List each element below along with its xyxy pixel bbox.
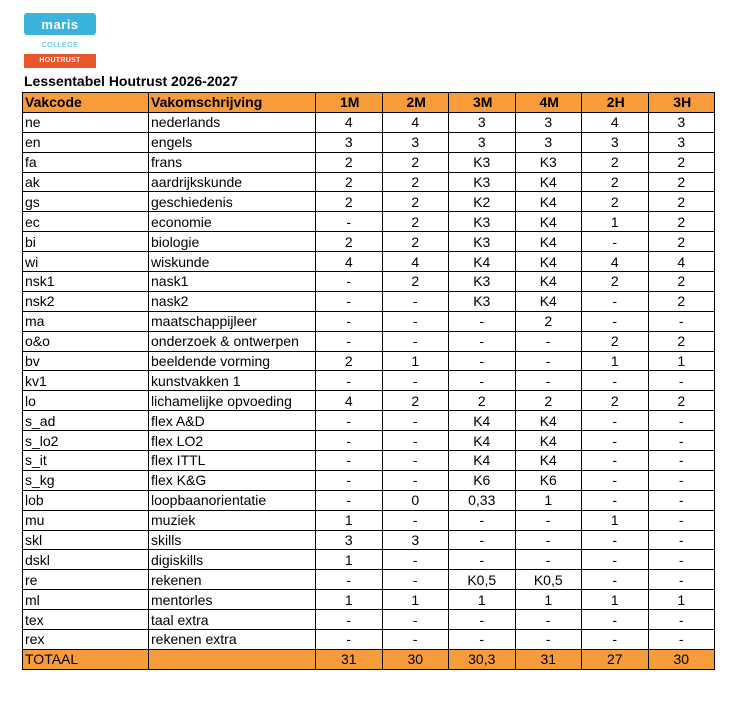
hours-cell: - [382, 451, 449, 471]
hours-cell: 3 [648, 112, 715, 132]
total-cell: 30 [382, 649, 449, 669]
vakomschrijving-cell: aardrijkskunde [149, 172, 316, 192]
hours-cell: 2 [316, 232, 383, 252]
vakomschrijving-cell: frans [149, 152, 316, 172]
hours-cell: - [582, 490, 649, 510]
hours-cell: - [582, 371, 649, 391]
hours-cell: - [515, 550, 582, 570]
vakomschrijving-cell: geschiedenis [149, 192, 316, 212]
hours-cell: 2 [316, 172, 383, 192]
vakomschrijving-cell: digiskills [149, 550, 316, 570]
hours-cell: - [382, 570, 449, 590]
hours-cell: 2 [449, 391, 516, 411]
hours-cell: 1 [648, 590, 715, 610]
hours-cell: K0,5 [449, 570, 516, 590]
vakcode-cell: kv1 [23, 371, 149, 391]
hours-cell: 2 [648, 172, 715, 192]
hours-cell: K4 [449, 451, 516, 471]
hours-cell: K4 [515, 172, 582, 192]
header-3m: 3M [449, 93, 516, 113]
vakcode-cell: rex [23, 630, 149, 650]
header-vakomschrijving: Vakomschrijving [149, 93, 316, 113]
vakomschrijving-cell: loopbaanorientatie [149, 490, 316, 510]
hours-cell: 2 [648, 152, 715, 172]
hours-cell: 3 [648, 132, 715, 152]
vakomschrijving-cell: economie [149, 212, 316, 232]
hours-cell: 0 [382, 490, 449, 510]
hours-cell: K3 [449, 152, 516, 172]
hours-cell: - [316, 212, 383, 232]
hours-cell: 4 [382, 112, 449, 132]
hours-cell: - [582, 411, 649, 431]
hours-cell: 2 [648, 291, 715, 311]
hours-cell: - [316, 470, 383, 490]
vakcode-cell: bv [23, 351, 149, 371]
hours-cell: - [382, 371, 449, 391]
vakcode-cell: mu [23, 510, 149, 530]
hours-cell: 3 [382, 530, 449, 550]
hours-cell: 1 [515, 490, 582, 510]
hours-cell: - [515, 331, 582, 351]
table-row [23, 630, 715, 650]
table-row [23, 252, 715, 272]
hours-cell: - [515, 610, 582, 630]
hours-cell: - [582, 550, 649, 570]
table-row [23, 172, 715, 192]
hours-cell: - [316, 371, 383, 391]
hours-cell: 2 [582, 272, 649, 292]
vakomschrijving-cell: engels [149, 132, 316, 152]
vakomschrijving-cell: taal extra [149, 610, 316, 630]
hours-cell: 2 [648, 391, 715, 411]
hours-cell: 4 [316, 391, 383, 411]
hours-cell: 2 [515, 311, 582, 331]
hours-cell: 2 [648, 212, 715, 232]
vakcode-cell: skl [23, 530, 149, 550]
hours-cell: - [316, 311, 383, 331]
hours-cell: 4 [582, 252, 649, 272]
vakomschrijving-cell: nask2 [149, 291, 316, 311]
table-row [23, 570, 715, 590]
hours-cell: - [449, 331, 516, 351]
vakomschrijving-cell: wiskunde [149, 252, 316, 272]
table-row [23, 590, 715, 610]
hours-cell: K4 [449, 411, 516, 431]
total-cell [149, 649, 316, 669]
vakomschrijving-cell: maatschappijleer [149, 311, 316, 331]
hours-cell: K4 [515, 431, 582, 451]
table-row [23, 112, 715, 132]
table-row [23, 132, 715, 152]
maris-college-logo [24, 13, 96, 68]
hours-cell: - [382, 311, 449, 331]
hours-cell: - [316, 451, 383, 471]
hours-cell: - [648, 530, 715, 550]
vakomschrijving-cell: biologie [149, 232, 316, 252]
table-row [23, 530, 715, 550]
table-row [23, 391, 715, 411]
hours-cell: - [382, 550, 449, 570]
total-cell: 30 [648, 649, 715, 669]
vakomschrijving-cell: flex LO2 [149, 431, 316, 451]
table-row [23, 331, 715, 351]
hours-cell: - [449, 610, 516, 630]
hours-cell: - [582, 291, 649, 311]
hours-cell: - [648, 610, 715, 630]
vakcode-cell: en [23, 132, 149, 152]
total-row [23, 649, 715, 669]
vakomschrijving-cell: muziek [149, 510, 316, 530]
vakomschrijving-cell: beeldende vorming [149, 351, 316, 371]
hours-cell: K3 [449, 272, 516, 292]
total-cell: 27 [582, 649, 649, 669]
vakomschrijving-cell: flex K&G [149, 470, 316, 490]
vakcode-cell: lob [23, 490, 149, 510]
hours-cell: - [648, 311, 715, 331]
hours-cell: 2 [382, 391, 449, 411]
table-row [23, 371, 715, 391]
hours-cell: - [582, 610, 649, 630]
hours-cell: K4 [449, 252, 516, 272]
hours-cell: 2 [382, 172, 449, 192]
vakomschrijving-cell: rekenen extra [149, 630, 316, 650]
hours-cell: 1 [515, 590, 582, 610]
hours-cell: - [316, 331, 383, 351]
hours-cell: - [449, 371, 516, 391]
hours-cell: 0,33 [449, 490, 516, 510]
hours-cell: - [316, 272, 383, 292]
hours-cell: 1 [582, 590, 649, 610]
table-row [23, 212, 715, 232]
hours-cell: - [582, 570, 649, 590]
hours-cell: - [382, 610, 449, 630]
hours-cell: 3 [316, 132, 383, 152]
table-row [23, 232, 715, 252]
table-row [23, 510, 715, 530]
vakcode-cell: re [23, 570, 149, 590]
hours-cell: - [316, 490, 383, 510]
logo-brand: maris [24, 13, 96, 35]
total-cell: 30,3 [449, 649, 516, 669]
vakcode-cell: ec [23, 212, 149, 232]
hours-cell: - [648, 431, 715, 451]
vakcode-cell: tex [23, 610, 149, 630]
hours-cell: 1 [582, 212, 649, 232]
logo-location: HOUTRUST [24, 54, 96, 68]
hours-cell: 2 [648, 331, 715, 351]
hours-cell: 1 [316, 510, 383, 530]
hours-cell: 1 [648, 351, 715, 371]
hours-cell: - [316, 630, 383, 650]
hours-cell: K4 [515, 192, 582, 212]
hours-cell: 2 [316, 152, 383, 172]
hours-cell: 3 [316, 530, 383, 550]
vakcode-cell: s_it [23, 451, 149, 471]
table-row [23, 152, 715, 172]
table-row [23, 291, 715, 311]
hours-cell: 1 [316, 550, 383, 570]
hours-cell: - [515, 371, 582, 391]
hours-cell: K4 [515, 212, 582, 232]
hours-cell: - [648, 411, 715, 431]
hours-cell: - [582, 232, 649, 252]
header-3h: 3H [648, 93, 715, 113]
logo-sub: COLLEGE [41, 42, 79, 49]
header-4m: 4M [515, 93, 582, 113]
hours-cell: K4 [515, 291, 582, 311]
hours-cell: 4 [582, 112, 649, 132]
hours-cell: 2 [582, 192, 649, 212]
vakcode-cell: gs [23, 192, 149, 212]
vakcode-cell: fa [23, 152, 149, 172]
vakcode-cell: ma [23, 311, 149, 331]
vakcode-cell: s_lo2 [23, 431, 149, 451]
vakomschrijving-cell: lichamelijke opvoeding [149, 391, 316, 411]
hours-cell: - [648, 490, 715, 510]
hours-cell: 4 [382, 252, 449, 272]
hours-cell: - [449, 550, 516, 570]
lessentabel [22, 92, 715, 670]
hours-cell: K4 [515, 411, 582, 431]
hours-cell: K6 [449, 470, 516, 490]
hours-cell: 2 [648, 232, 715, 252]
vakcode-cell: wi [23, 252, 149, 272]
hours-cell: - [582, 630, 649, 650]
hours-cell: - [582, 311, 649, 331]
table-row [23, 192, 715, 212]
hours-cell: 2 [316, 192, 383, 212]
vakomschrijving-cell: onderzoek & ontwerpen [149, 331, 316, 351]
hours-cell: 1 [316, 590, 383, 610]
table-row [23, 272, 715, 292]
hours-cell: - [449, 630, 516, 650]
table-row [23, 411, 715, 431]
hours-cell: 1 [382, 590, 449, 610]
vakomschrijving-cell: mentorles [149, 590, 316, 610]
hours-cell: - [582, 530, 649, 550]
hours-cell: - [648, 550, 715, 570]
vakcode-cell: nsk2 [23, 291, 149, 311]
hours-cell: 2 [382, 212, 449, 232]
hours-cell: - [382, 411, 449, 431]
hours-cell: - [382, 431, 449, 451]
table-row [23, 490, 715, 510]
hours-cell: 4 [316, 252, 383, 272]
header-row [23, 93, 715, 113]
hours-cell: 2 [382, 192, 449, 212]
vakcode-cell: lo [23, 391, 149, 411]
table-row [23, 451, 715, 471]
vakomschrijving-cell: flex A&D [149, 411, 316, 431]
hours-cell: - [382, 470, 449, 490]
hours-cell: - [316, 291, 383, 311]
hours-cell: - [382, 510, 449, 530]
hours-cell: K0,5 [515, 570, 582, 590]
vakomschrijving-cell: skills [149, 530, 316, 550]
hours-cell: 3 [515, 132, 582, 152]
hours-cell: - [648, 510, 715, 530]
header-2h: 2H [582, 93, 649, 113]
hours-cell: 2 [382, 152, 449, 172]
hours-cell: K2 [449, 192, 516, 212]
hours-cell: - [449, 510, 516, 530]
hours-cell: - [582, 451, 649, 471]
table-row [23, 351, 715, 371]
hours-cell: 2 [648, 272, 715, 292]
vakomschrijving-cell: flex ITTL [149, 451, 316, 471]
vakcode-cell: ml [23, 590, 149, 610]
total-cell: 31 [316, 649, 383, 669]
hours-cell: K3 [515, 152, 582, 172]
hours-cell: K4 [515, 252, 582, 272]
vakcode-cell: nsk1 [23, 272, 149, 292]
hours-cell: - [316, 570, 383, 590]
header-1m: 1M [316, 93, 383, 113]
hours-cell: K3 [449, 212, 516, 232]
hours-cell: 1 [449, 590, 516, 610]
hours-cell: - [316, 610, 383, 630]
hours-cell: - [582, 470, 649, 490]
hours-cell: 2 [648, 192, 715, 212]
table-row [23, 431, 715, 451]
hours-cell: 2 [582, 331, 649, 351]
hours-cell: 3 [582, 132, 649, 152]
hours-cell: K3 [449, 232, 516, 252]
vakomschrijving-cell: nask1 [149, 272, 316, 292]
hours-cell: K6 [515, 470, 582, 490]
hours-cell: 3 [382, 132, 449, 152]
vakcode-cell: o&o [23, 331, 149, 351]
hours-cell: 1 [582, 510, 649, 530]
hours-cell: - [515, 351, 582, 371]
hours-cell: 4 [316, 112, 383, 132]
hours-cell: - [382, 291, 449, 311]
hours-cell: 4 [648, 252, 715, 272]
hours-cell: - [648, 570, 715, 590]
hours-cell: 2 [382, 232, 449, 252]
hours-cell: K3 [449, 172, 516, 192]
vakcode-cell: bi [23, 232, 149, 252]
hours-cell: - [648, 630, 715, 650]
hours-cell: 3 [515, 112, 582, 132]
hours-cell: - [316, 411, 383, 431]
hours-cell: - [316, 431, 383, 451]
table-row [23, 470, 715, 490]
hours-cell: - [449, 311, 516, 331]
table-row [23, 311, 715, 331]
vakomschrijving-cell: kunstvakken 1 [149, 371, 316, 391]
hours-cell: - [382, 630, 449, 650]
vakcode-cell: dskl [23, 550, 149, 570]
hours-cell: 2 [582, 172, 649, 192]
header-vakcode: Vakcode [23, 93, 149, 113]
hours-cell: - [382, 331, 449, 351]
total-label: TOTAAL [23, 649, 149, 669]
hours-cell: - [515, 630, 582, 650]
hours-cell: - [515, 510, 582, 530]
hours-cell: 2 [316, 351, 383, 371]
hours-cell: 2 [582, 152, 649, 172]
vakcode-cell: ne [23, 112, 149, 132]
table-row [23, 550, 715, 570]
hours-cell: K4 [449, 431, 516, 451]
vakcode-cell: s_ad [23, 411, 149, 431]
hours-cell: - [582, 431, 649, 451]
hours-cell: K4 [515, 272, 582, 292]
hours-cell: - [449, 351, 516, 371]
hours-cell: - [515, 530, 582, 550]
hours-cell: 1 [582, 351, 649, 371]
hours-cell: 1 [382, 351, 449, 371]
hours-cell: - [648, 470, 715, 490]
hours-cell: - [648, 451, 715, 471]
page-title: Lessentabel Houtrust 2026-2027 [24, 73, 238, 89]
vakcode-cell: ak [23, 172, 149, 192]
hours-cell: - [449, 530, 516, 550]
hours-cell: K3 [449, 291, 516, 311]
table-row [23, 610, 715, 630]
hours-cell: 2 [515, 391, 582, 411]
hours-cell: K4 [515, 232, 582, 252]
hours-cell: K4 [515, 451, 582, 471]
hours-cell: 2 [582, 391, 649, 411]
hours-cell: - [648, 371, 715, 391]
header-2m: 2M [382, 93, 449, 113]
hours-cell: 2 [382, 272, 449, 292]
vakcode-cell: s_kg [23, 470, 149, 490]
hours-cell: 3 [449, 112, 516, 132]
hours-cell: 3 [449, 132, 516, 152]
vakomschrijving-cell: rekenen [149, 570, 316, 590]
vakomschrijving-cell: nederlands [149, 112, 316, 132]
total-cell: 31 [515, 649, 582, 669]
